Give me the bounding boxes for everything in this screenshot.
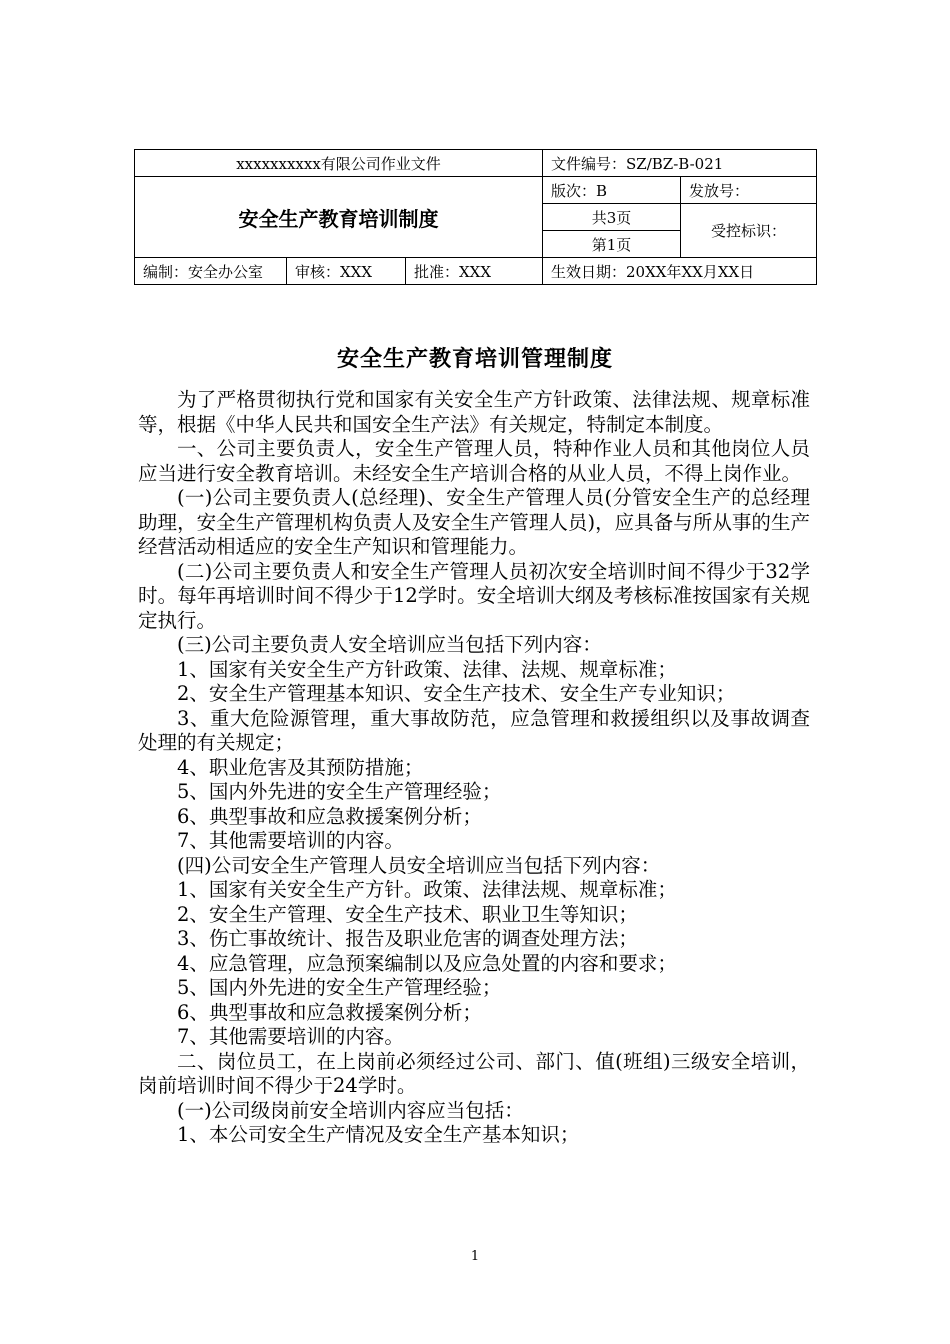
- header-doc-title: 安全生产教育培训制度: [135, 177, 543, 258]
- document-control-table: [134, 149, 817, 285]
- version: 版次：B: [543, 177, 681, 204]
- list-item: 2、安全生产管理基本知识、安全生产技术、安全生产专业知识；: [177, 682, 736, 705]
- list-item: 2、安全生产管理、安全生产技术、职业卫生等知识；: [177, 902, 638, 926]
- paragraph: (三)公司主要负责人安全培训应当包括下列内容：: [177, 633, 602, 656]
- approved-by: 批准：XXX: [406, 258, 543, 285]
- list-item: 7、其他需要培训的内容。: [177, 1025, 404, 1048]
- total-pages: 共3页: [543, 204, 681, 231]
- paragraph: 一、公司主要负责人，安全生产管理人员，特种作业人员和其他岗位人员应当进行安全教育培训。未经安全生产培训合格的从业人员，不得上岗作业。: [138, 437, 810, 485]
- paragraph: (一)公司级岗前安全培训内容应当包括：: [177, 1098, 524, 1122]
- page-number: 1: [470, 1249, 480, 1264]
- list-item: 5、国内外先进的安全生产管理经验；: [177, 976, 502, 999]
- document-body: [138, 388, 810, 1148]
- paragraph: (一)公司主要负责人(总经理)、安全生产管理人员(分管安全生产的总经理助理，安全生产管理机构负责人及安全生产管理人员)，应具备与所从事的生产经营活动相适应的安全生产知识和管理能力。: [138, 486, 810, 558]
- doc-number: 文件编号：SZ/BZ-B-021: [543, 150, 817, 177]
- list-item: 7、其他需要培训的内容。: [177, 829, 404, 852]
- document-title: 安全生产教育培训管理制度: [336, 346, 613, 372]
- list-item: 3、重大危险源管理，重大事故防范，应急管理和救援组织以及事故调查处理的有关规定；: [138, 706, 810, 754]
- company-doc-label: xxxxxxxxxx有限公司作业文件: [135, 150, 543, 177]
- list-item: 5、国内外先进的安全生产管理经验；: [177, 780, 502, 803]
- list-item: 4、应急管理，应急预案编制以及应急处置的内容和要求；: [177, 951, 677, 975]
- list-item: 1、国家有关安全生产方针政策、法律、法规、规章标准；: [177, 657, 677, 681]
- prepared-by: 编制：安全办公室: [135, 258, 287, 285]
- list-item: 6、典型事故和应急救援案例分析；: [177, 1000, 482, 1024]
- issue-number: 发放号：: [681, 177, 817, 204]
- current-page: 第1页: [543, 231, 681, 258]
- list-item: 1、本公司安全生产情况及安全生产基本知识；: [177, 1123, 580, 1146]
- paragraph: (四)公司安全生产管理人员安全培训应当包括下列内容：: [177, 853, 661, 877]
- controlled-mark: 受控标识：: [681, 204, 817, 258]
- effective-date: 生效日期：20XX年XX月XX日: [543, 258, 817, 285]
- paragraph: 为了严格贯彻执行党和国家有关安全生产方针政策、法律法规、规章标准等，根据《中华人民共和国安全生产法》有关规定，特制定本制度。: [138, 388, 810, 436]
- paragraph: (二)公司主要负责人和安全生产管理人员初次安全培训时间不得少于32学时。每年再培训时间不得少于12学时。安全培训大纲及考核标准按国家有关规定执行。: [138, 559, 810, 632]
- list-item: 6、典型事故和应急救援案例分析；: [177, 804, 482, 828]
- list-item: 4、职业危害及其预防措施；: [177, 755, 424, 779]
- list-item: 1、国家有关安全生产方针。政策、法律法规、规章标准；: [177, 878, 677, 901]
- list-item: 3、伤亡事故统计、报告及职业危害的调查处理方法；: [177, 927, 638, 950]
- reviewed-by: 审核：XXX: [287, 258, 406, 285]
- paragraph: 二、岗位员工，在上岗前必须经过公司、部门、值(班组)三级安全培训，岗前培训时间不得少于24学时。: [138, 1049, 810, 1097]
